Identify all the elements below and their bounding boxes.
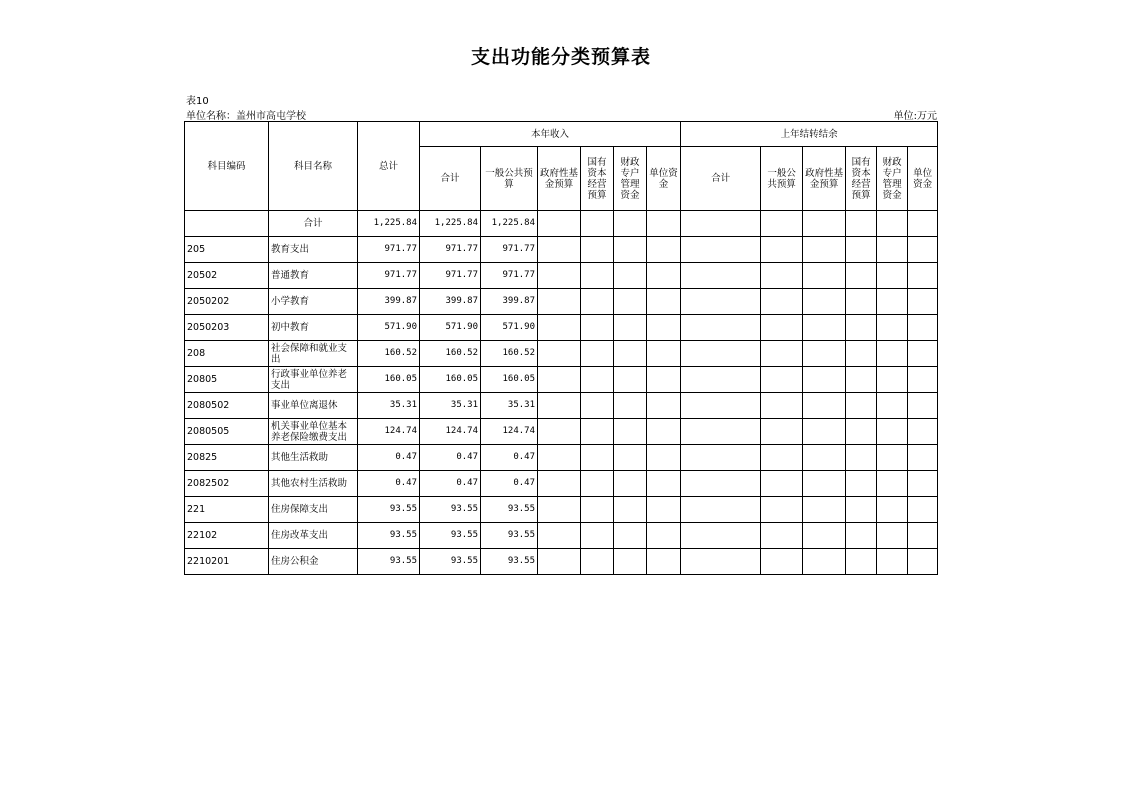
empty-cell	[803, 263, 846, 289]
empty-cell	[614, 497, 647, 523]
table-row	[185, 549, 938, 575]
empty-cell	[614, 445, 647, 471]
empty-cell	[614, 315, 647, 341]
table-row	[185, 237, 938, 263]
header-total: 总计	[358, 122, 420, 211]
row-cur-general: 0.47	[481, 471, 538, 497]
empty-cell	[803, 237, 846, 263]
row-code: 2082502	[185, 471, 269, 497]
empty-cell	[647, 445, 681, 471]
row-total: 571.90	[358, 315, 420, 341]
row-name: 行政事业单位养老支出	[269, 367, 358, 393]
empty-cell	[681, 367, 761, 393]
row-name: 教育支出	[269, 237, 358, 263]
empty-cell	[681, 471, 761, 497]
row-cur-total: 0.47	[420, 471, 481, 497]
row-name: 社会保障和就业支出	[269, 341, 358, 367]
header-prior-unit: 单位资金	[908, 147, 938, 211]
empty-cell	[538, 289, 581, 315]
empty-cell	[761, 341, 803, 367]
empty-cell	[908, 289, 938, 315]
empty-cell	[647, 523, 681, 549]
row-code: 20825	[185, 445, 269, 471]
row-total: 93.55	[358, 523, 420, 549]
sum-code	[185, 211, 269, 237]
empty-cell	[681, 263, 761, 289]
table-row	[185, 289, 938, 315]
empty-cell	[681, 523, 761, 549]
empty-cell	[908, 315, 938, 341]
empty-cell	[647, 393, 681, 419]
empty-cell	[581, 419, 614, 445]
empty-cell	[647, 211, 681, 237]
empty-cell	[846, 471, 877, 497]
row-cur-general: 160.05	[481, 367, 538, 393]
empty-cell	[908, 549, 938, 575]
row-name: 小学教育	[269, 289, 358, 315]
row-code: 208	[185, 341, 269, 367]
empty-cell	[681, 315, 761, 341]
row-cur-total: 971.77	[420, 237, 481, 263]
row-code: 205	[185, 237, 269, 263]
empty-cell	[908, 523, 938, 549]
row-cur-general: 971.77	[481, 237, 538, 263]
currency-unit: 单位:万元	[893, 111, 937, 122]
row-cur-total: 399.87	[420, 289, 481, 315]
empty-cell	[681, 237, 761, 263]
empty-cell	[761, 445, 803, 471]
empty-cell	[761, 367, 803, 393]
row-cur-general: 124.74	[481, 419, 538, 445]
empty-cell	[614, 549, 647, 575]
empty-cell	[761, 289, 803, 315]
table-row	[185, 471, 938, 497]
empty-cell	[803, 367, 846, 393]
sum-name: 合计	[269, 211, 358, 237]
row-cur-general: 399.87	[481, 289, 538, 315]
row-total: 0.47	[358, 445, 420, 471]
row-name: 住房保障支出	[269, 497, 358, 523]
empty-cell	[614, 341, 647, 367]
sum-cur-total: 1,225.84	[420, 211, 481, 237]
header-prior-total: 合计	[681, 147, 761, 211]
row-name: 机关事业单位基本养老保险缴费支出	[269, 419, 358, 445]
row-cur-total: 93.55	[420, 497, 481, 523]
empty-cell	[614, 523, 647, 549]
empty-cell	[877, 289, 908, 315]
empty-cell	[877, 471, 908, 497]
empty-cell	[538, 419, 581, 445]
empty-cell	[803, 497, 846, 523]
header-prior-special: 财政专户管理资金	[877, 147, 908, 211]
empty-cell	[803, 393, 846, 419]
table-row	[185, 341, 938, 367]
empty-cell	[681, 419, 761, 445]
row-code: 221	[185, 497, 269, 523]
empty-cell	[846, 445, 877, 471]
empty-cell	[761, 237, 803, 263]
budget-table	[184, 121, 938, 575]
empty-cell	[877, 445, 908, 471]
header-code: 科目编码	[185, 122, 269, 211]
row-cur-total: 0.47	[420, 445, 481, 471]
sum-row	[185, 211, 938, 237]
empty-cell	[877, 549, 908, 575]
empty-cell	[877, 341, 908, 367]
header-prior-year: 上年结转结余	[681, 122, 938, 147]
row-name: 其他生活救助	[269, 445, 358, 471]
empty-cell	[803, 523, 846, 549]
empty-cell	[908, 263, 938, 289]
row-total: 971.77	[358, 237, 420, 263]
empty-cell	[877, 263, 908, 289]
empty-cell	[908, 393, 938, 419]
empty-cell	[761, 263, 803, 289]
empty-cell	[877, 315, 908, 341]
table-row	[185, 315, 938, 341]
empty-cell	[803, 445, 846, 471]
empty-cell	[538, 445, 581, 471]
row-code: 2050202	[185, 289, 269, 315]
row-cur-total: 35.31	[420, 393, 481, 419]
empty-cell	[647, 497, 681, 523]
empty-cell	[614, 471, 647, 497]
empty-cell	[877, 419, 908, 445]
row-code: 2210201	[185, 549, 269, 575]
row-code: 22102	[185, 523, 269, 549]
empty-cell	[538, 263, 581, 289]
row-total: 971.77	[358, 263, 420, 289]
empty-cell	[761, 211, 803, 237]
header-cur-general: 一般公共预算	[481, 147, 538, 211]
empty-cell	[803, 471, 846, 497]
empty-cell	[908, 445, 938, 471]
empty-cell	[908, 419, 938, 445]
row-total: 0.47	[358, 471, 420, 497]
row-cur-total: 160.05	[420, 367, 481, 393]
header-prior-state-capital: 国有资本经营预算	[846, 147, 877, 211]
empty-cell	[581, 471, 614, 497]
empty-cell	[908, 341, 938, 367]
empty-cell	[681, 445, 761, 471]
empty-cell	[647, 263, 681, 289]
sum-total: 1,225.84	[358, 211, 420, 237]
empty-cell	[846, 315, 877, 341]
empty-cell	[614, 419, 647, 445]
empty-cell	[538, 367, 581, 393]
table-row	[185, 523, 938, 549]
row-total: 399.87	[358, 289, 420, 315]
empty-cell	[538, 237, 581, 263]
sum-cur-general: 1,225.84	[481, 211, 538, 237]
empty-cell	[846, 393, 877, 419]
row-name: 事业单位离退休	[269, 393, 358, 419]
empty-cell	[908, 367, 938, 393]
row-cur-general: 93.55	[481, 523, 538, 549]
empty-cell	[581, 393, 614, 419]
empty-cell	[761, 471, 803, 497]
empty-cell	[681, 549, 761, 575]
empty-cell	[681, 289, 761, 315]
empty-cell	[877, 393, 908, 419]
empty-cell	[581, 341, 614, 367]
empty-cell	[614, 367, 647, 393]
empty-cell	[614, 237, 647, 263]
empty-cell	[581, 289, 614, 315]
empty-cell	[538, 523, 581, 549]
empty-cell	[581, 263, 614, 289]
empty-cell	[581, 367, 614, 393]
empty-cell	[877, 237, 908, 263]
page-title: 支出功能分类预算表	[470, 46, 651, 68]
header-cur-state-capital: 国有资本经营预算	[581, 147, 614, 211]
empty-cell	[681, 497, 761, 523]
empty-cell	[581, 497, 614, 523]
row-cur-general: 93.55	[481, 497, 538, 523]
empty-cell	[647, 341, 681, 367]
table-number: 表10	[186, 96, 209, 107]
empty-cell	[761, 549, 803, 575]
empty-cell	[647, 289, 681, 315]
empty-cell	[581, 523, 614, 549]
row-name: 初中教育	[269, 315, 358, 341]
empty-cell	[803, 315, 846, 341]
table-row	[185, 263, 938, 289]
empty-cell	[647, 419, 681, 445]
row-total: 35.31	[358, 393, 420, 419]
row-cur-general: 971.77	[481, 263, 538, 289]
row-code: 2050203	[185, 315, 269, 341]
empty-cell	[908, 497, 938, 523]
empty-cell	[908, 211, 938, 237]
empty-cell	[846, 549, 877, 575]
empty-cell	[681, 341, 761, 367]
empty-cell	[761, 393, 803, 419]
empty-cell	[877, 367, 908, 393]
empty-cell	[581, 237, 614, 263]
row-total: 124.74	[358, 419, 420, 445]
empty-cell	[538, 497, 581, 523]
empty-cell	[846, 497, 877, 523]
row-cur-general: 93.55	[481, 549, 538, 575]
table-row	[185, 367, 938, 393]
empty-cell	[877, 497, 908, 523]
empty-cell	[761, 497, 803, 523]
empty-cell	[681, 211, 761, 237]
row-code: 20502	[185, 263, 269, 289]
row-name: 普通教育	[269, 263, 358, 289]
empty-cell	[803, 341, 846, 367]
row-total: 160.52	[358, 341, 420, 367]
empty-cell	[538, 341, 581, 367]
row-name: 其他农村生活救助	[269, 471, 358, 497]
header-prior-general: 一般公共预算	[761, 147, 803, 211]
row-name: 住房公积金	[269, 549, 358, 575]
unit-name: 单位名称：盖州市高屯学校	[186, 111, 306, 122]
empty-cell	[538, 211, 581, 237]
empty-cell	[614, 263, 647, 289]
empty-cell	[647, 549, 681, 575]
empty-cell	[908, 471, 938, 497]
empty-cell	[803, 549, 846, 575]
header-name: 科目名称	[269, 122, 358, 211]
empty-cell	[647, 471, 681, 497]
row-code: 2080502	[185, 393, 269, 419]
row-cur-total: 971.77	[420, 263, 481, 289]
empty-cell	[846, 289, 877, 315]
empty-cell	[647, 367, 681, 393]
row-code: 2080505	[185, 419, 269, 445]
header-prior-gov-fund: 政府性基金预算	[803, 147, 846, 211]
row-name: 住房改革支出	[269, 523, 358, 549]
row-cur-total: 124.74	[420, 419, 481, 445]
header-cur-special: 财政专户管理资金	[614, 147, 647, 211]
empty-cell	[803, 211, 846, 237]
row-cur-general: 571.90	[481, 315, 538, 341]
empty-cell	[846, 263, 877, 289]
empty-cell	[761, 315, 803, 341]
empty-cell	[846, 367, 877, 393]
empty-cell	[538, 315, 581, 341]
table-row	[185, 445, 938, 471]
empty-cell	[803, 419, 846, 445]
row-total: 93.55	[358, 497, 420, 523]
row-total: 93.55	[358, 549, 420, 575]
empty-cell	[908, 237, 938, 263]
empty-cell	[846, 419, 877, 445]
table-row	[185, 393, 938, 419]
empty-cell	[803, 289, 846, 315]
empty-cell	[581, 211, 614, 237]
header-cur-gov-fund: 政府性基金预算	[538, 147, 581, 211]
table-row	[185, 419, 938, 445]
empty-cell	[614, 211, 647, 237]
empty-cell	[877, 211, 908, 237]
empty-cell	[761, 523, 803, 549]
empty-cell	[846, 341, 877, 367]
row-cur-total: 160.52	[420, 341, 481, 367]
empty-cell	[581, 315, 614, 341]
empty-cell	[614, 289, 647, 315]
row-code: 20805	[185, 367, 269, 393]
empty-cell	[614, 393, 647, 419]
row-cur-total: 93.55	[420, 523, 481, 549]
table-row	[185, 497, 938, 523]
row-cur-general: 160.52	[481, 341, 538, 367]
row-cur-general: 35.31	[481, 393, 538, 419]
empty-cell	[877, 523, 908, 549]
empty-cell	[846, 237, 877, 263]
empty-cell	[581, 549, 614, 575]
header-cur-total: 合计	[420, 147, 481, 211]
row-total: 160.05	[358, 367, 420, 393]
empty-cell	[538, 471, 581, 497]
empty-cell	[647, 315, 681, 341]
row-cur-general: 0.47	[481, 445, 538, 471]
row-cur-total: 93.55	[420, 549, 481, 575]
empty-cell	[647, 237, 681, 263]
empty-cell	[846, 211, 877, 237]
empty-cell	[581, 445, 614, 471]
empty-cell	[538, 393, 581, 419]
row-cur-total: 571.90	[420, 315, 481, 341]
header-cur-unit: 单位资金	[647, 147, 681, 211]
empty-cell	[681, 393, 761, 419]
empty-cell	[761, 419, 803, 445]
empty-cell	[846, 523, 877, 549]
header-current-year: 本年收入	[420, 122, 681, 147]
empty-cell	[538, 549, 581, 575]
